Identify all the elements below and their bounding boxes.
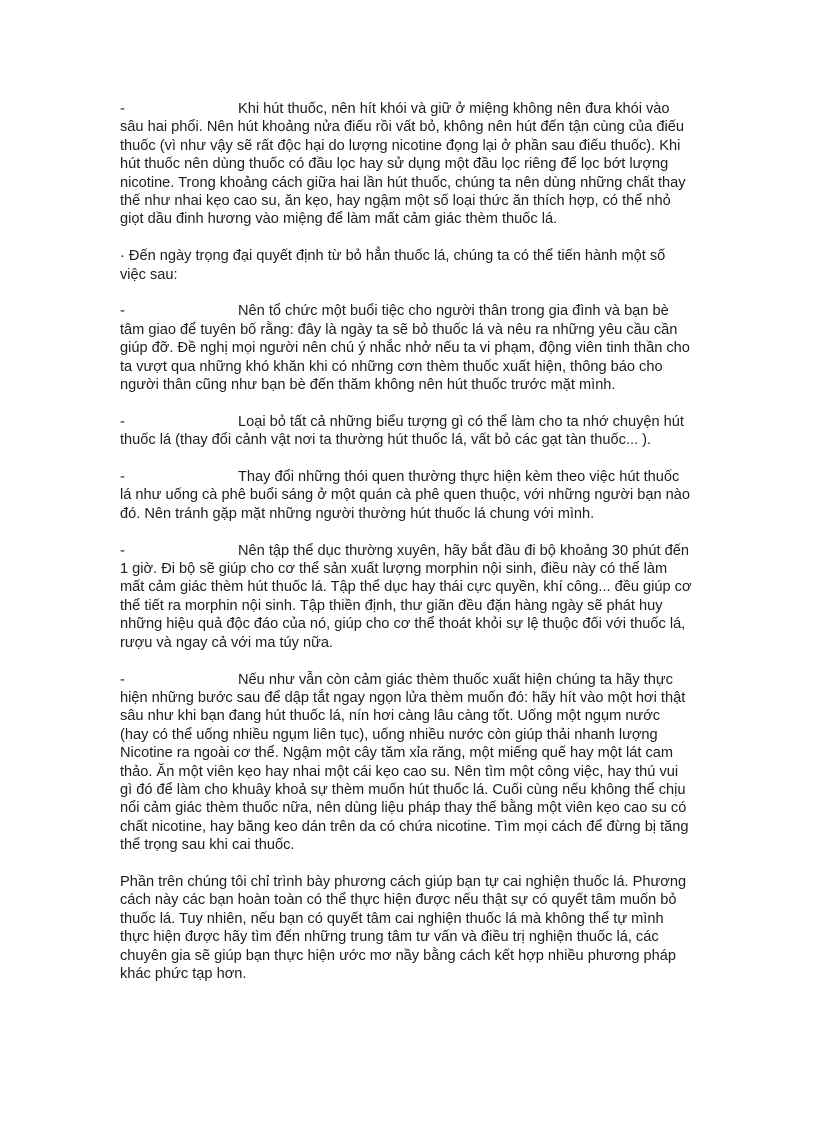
section-intro-paragraph (120, 247, 692, 284)
paragraph-text: Loại bỏ tất cả những biểu tượng gì có thể làm cho ta nhớ chuyện hút thuốc lá (thay đổi cảnh vật nơi ta thường hút thuốc lá, vất bỏ các gạt tàn thuốc... ). (120, 413, 684, 449)
bullet-paragraph (120, 413, 692, 450)
bullet-dash: - (120, 671, 125, 688)
bullet-dash: - (120, 413, 125, 430)
bullet-paragraph (120, 468, 692, 523)
paragraph-text: Nên tập thể dục thường xuyên, hãy bắt đầu đi bộ khoảng 30 phút đến 1 giờ. Đi bộ sẽ giúp cho cơ thể sản xuất lượng morphin nội sinh, điều này có thể làm mất cảm giác thèm hút thuốc lá. Tập thể dục hay thái cực quyền, khí công... đều giúp cơ thể tiết ra morphin nội sinh. Tập thiền định, thư giãn đều đặn hàng ngày sẽ phát huy những hiệu quả độc đáo của nó, giúp cho cơ thể thoát khỏi sự lệ thuộc đối với thuốc lá, rượu và ngay cả với ma túy nữa. (120, 542, 692, 651)
paragraph-text: Thay đổi những thói quen thường thực hiện kèm theo việc hút thuốc lá như uống cà phê buổi sáng ở một quán cà phê quen thuộc, với những người bạn nào đó. Nên tránh gặp mặt những người thường hút thuốc lá chung với mình. (120, 469, 691, 522)
bullet-dash: - (120, 542, 125, 559)
bullet-dash: - (120, 303, 125, 320)
bullet-dash: - (120, 469, 125, 486)
bullet-dash: - (120, 101, 125, 117)
paragraph-text: Nếu như vẫn còn cảm giác thèm thuốc xuất hiện chúng ta hãy thực hiện những bước sau để dập tắt ngay ngọn lửa thèm muốn đó: hãy hít vào một hơi thật sâu như khi bạn đang hút thuốc lá, nín hơi càng lâu càng tốt. Uống một ngụm nước (hay có thể uống nhiều ngụm liên tục), uống nhiều nước còn giúp thải nhanh lượng Nicotine ra ngoài cơ thể. Ngậm một cây tăm xỉa răng, một miếng quế hay một lát cam thảo. Ăn một viên kẹo hay nhai một cái kẹo cao su. Nên tìm một công việc, hay thú vui gì đó để làm cho khuây khoả sự thèm muốn hút thuốc lá. Cuối cùng nếu không thể chịu nổi cảm giác thèm thuốc nữa, nên dùng liệu pháp thay thế bằng một viên kẹo cao su có chất nicotine, hay băng keo dán trên da có chứa nicotine. Tìm mọi cách để đừng bị tăng thể trọng sau khi cai thuốc. (120, 671, 689, 854)
closing-paragraph (120, 873, 692, 983)
paragraph-text: · Đến ngày trọng đại quyết định từ bỏ hẳn thuốc lá, chúng ta có thể tiến hành một số việc sau: (120, 248, 666, 283)
bullet-paragraph (120, 100, 692, 229)
paragraph-text: Nên tổ chức một buổi tiệc cho người thân trong gia đình và bạn bè tâm giao để tuyên bố rằng: đây là ngày ta sẽ bỏ thuốc lá và nêu ra những yêu cầu cần giúp đỡ. Đề nghị mọi người nên chú ý nhắc nhở nếu ta vi phạm, động viên tinh thần cho ta vượt qua những khó khăn khi có những cơn thèm thuốc xuất hiện, thông báo cho người thân cũng như bạn bè đến thăm không nên hút thuốc trước mặt mình. (120, 303, 690, 394)
bullet-paragraph (120, 542, 692, 652)
document-body (120, 100, 692, 1002)
paragraph-text: Phần trên chúng tôi chỉ trình bày phương cách giúp bạn tự cai nghiện thuốc lá. Phương cách này các bạn hoàn toàn có thể thực hiện được nếu thật sự có quyết tâm muốn bỏ thuốc lá. Tuy nhiên, nếu bạn có quyết tâm cai nghiện thuốc lá mà không thể tự mình thực hiện được hãy tìm đến những trung tâm tư vấn và điều trị nghiện thuốc lá, các chuyên gia sẽ giúp bạn thực hiện ước mơ nầy bằng cách kết hợp nhiều phương pháp khác phức tạp hơn. (120, 873, 687, 982)
bullet-paragraph (120, 302, 692, 394)
paragraph-text: Khi hút thuốc, nên hít khói và giữ ở miệng không nên đưa khói vào sâu hai phổi. Nên hút khoảng nửa điếu rồi vất bỏ, không nên hút đến tận cùng của điếu thuốc (vì như vậy sẽ rất độc hại do lượng nicotine đọng lại ở phần sau điếu thuốc). Khi hút thuốc nên dùng thuốc có đầu lọc hay sử dụng một đầu lọc riêng để lọc bớt lượng nicotine. Trong khoảng cách giữa hai lần hút thuốc, chúng ta nên dùng những chất thay thế như nhai kẹo cao su, ăn kẹo, hay ngậm một số loại thức ăn thích hợp, có thể nhỏ giọt dầu đinh hương vào miệng để làm mất cảm giác thèm thuốc lá. (120, 101, 686, 228)
bullet-paragraph (120, 671, 692, 855)
